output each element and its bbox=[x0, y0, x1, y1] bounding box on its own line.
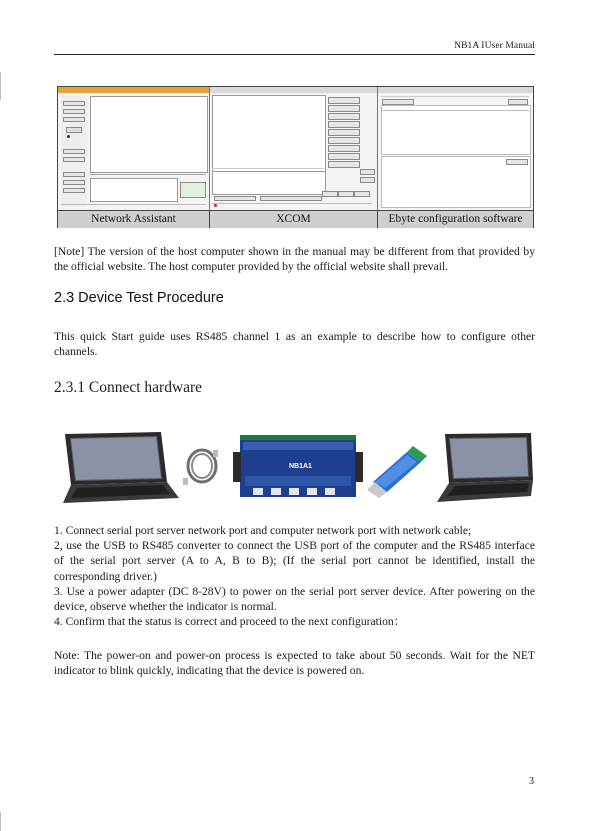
step-item: 2, use the USB to RS485 converter to connect the USB port of the computer and the RS485 interface of the serial port server (A to A, B to B); (If the serial port cannot be identified, install the corresponding driver.) bbox=[54, 539, 535, 583]
page-edge-mark bbox=[0, 812, 1, 831]
header-rule bbox=[54, 54, 535, 55]
receive-area bbox=[212, 95, 326, 177]
section-intro: This quick Start guide uses RS485 channel 1 as an example to describe how to configure other channels. bbox=[54, 330, 535, 359]
running-header: NB1A IUser Manual bbox=[454, 41, 535, 51]
send-area bbox=[212, 171, 326, 195]
power-on-note: Note: The power-on and power-on process is expected to take about 50 seconds. Wait for the NET indicator to blink quickly, indicating that the device is powered on. bbox=[54, 649, 535, 678]
connection-steps bbox=[54, 523, 535, 629]
page-number: 3 bbox=[529, 776, 534, 787]
step-item: 3. Use a power adapter (DC 8-28V) to power on the serial port server device. After powering on the device, observe whether the indicator is normal. bbox=[54, 584, 535, 614]
version-note: [Note] The version of the host computer shown in the manual may be different from that provided by the official website. The host computer provided by the official website shall prevail. bbox=[54, 245, 535, 274]
ebyte-config-screenshot bbox=[378, 87, 533, 210]
device-list bbox=[381, 105, 531, 155]
laptop-right bbox=[437, 433, 533, 502]
step-item: 4. Confirm that the status is correct and proceed to the next configuration： bbox=[54, 615, 406, 629]
section-title: 2.3 Device Test Procedure bbox=[54, 290, 224, 306]
subsection-title: 2.3.1 Connect hardware bbox=[54, 379, 203, 396]
window-titlebar bbox=[210, 87, 377, 93]
receive-area bbox=[90, 96, 208, 173]
hardware-connection-illustration bbox=[57, 430, 535, 508]
figure-caption-row bbox=[58, 210, 533, 228]
caption-ebyte-config: Ebyte configuration software bbox=[388, 213, 523, 225]
caption-xcom: XCOM bbox=[210, 211, 378, 228]
network-assistant-screenshot bbox=[58, 87, 210, 210]
software-screenshots-figure bbox=[57, 86, 534, 228]
network-cable bbox=[183, 450, 218, 485]
usb-rs485-converter bbox=[367, 446, 427, 498]
step-item: 1. Connect serial port server network port and computer network port with network cable; bbox=[54, 524, 472, 537]
send-area bbox=[90, 178, 178, 202]
device-model-label: NB1A1 bbox=[289, 463, 312, 470]
xcom-screenshot bbox=[210, 87, 378, 210]
window-titlebar bbox=[58, 87, 209, 93]
laptop-left bbox=[63, 432, 179, 503]
window-titlebar bbox=[378, 87, 533, 93]
serial-server-device bbox=[233, 435, 363, 497]
caption-network-assistant: Network Assistant bbox=[58, 211, 210, 228]
page-edge-mark bbox=[0, 72, 1, 100]
